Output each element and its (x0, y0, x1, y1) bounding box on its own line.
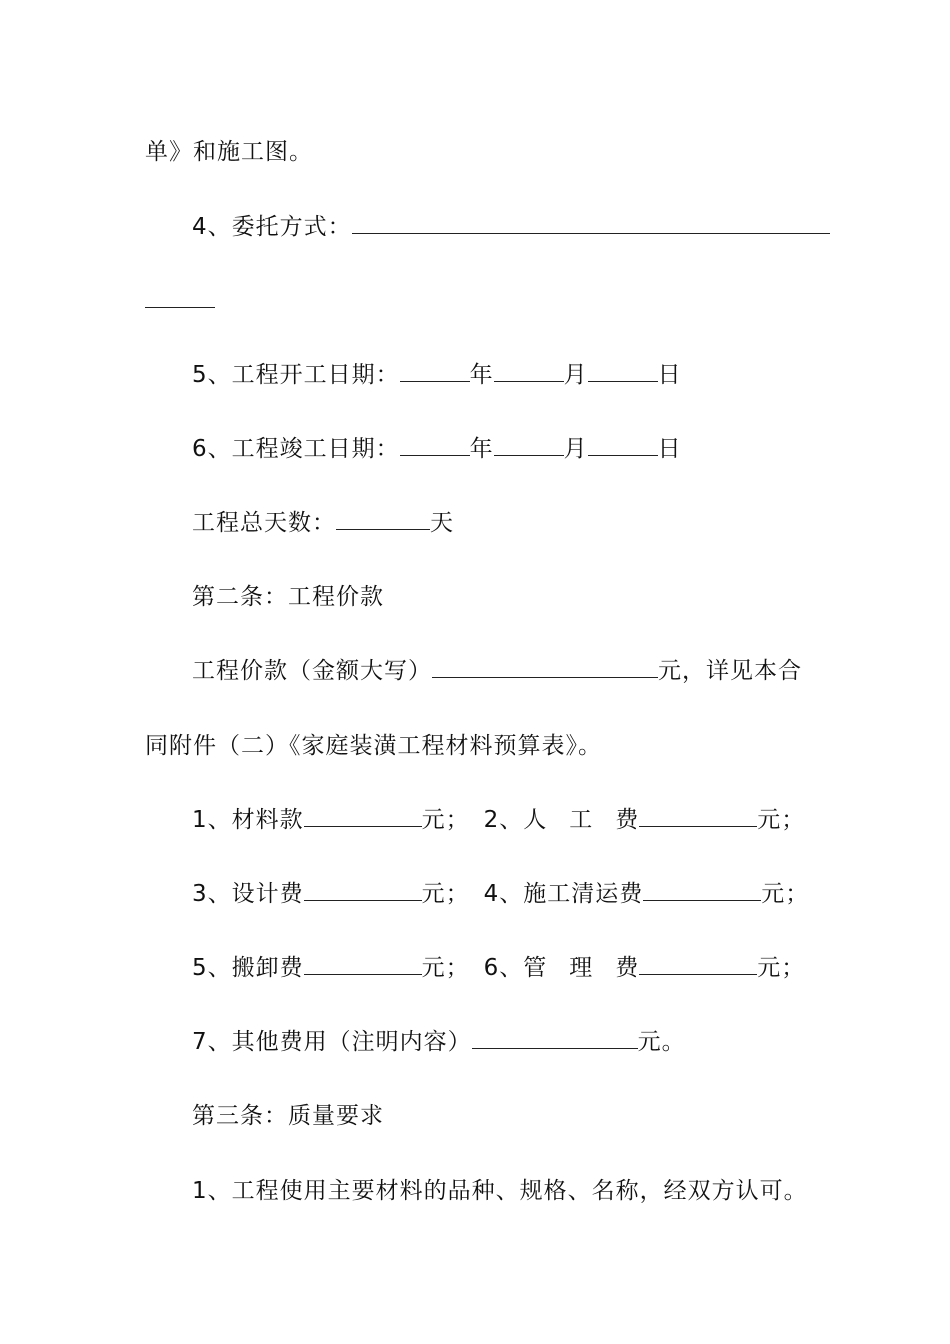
label: 6、管 (483, 955, 548, 981)
label: 费 (615, 955, 640, 981)
fill-blank[interactable] (304, 954, 422, 975)
label: 2、人 (483, 807, 548, 833)
fill-blank[interactable] (643, 880, 761, 901)
text-line-total-days (192, 508, 454, 538)
fill-blank[interactable] (639, 954, 757, 975)
label: 7、其他费用（注明内容） (192, 1029, 472, 1055)
unit: 元； (421, 807, 470, 833)
label: 理 (569, 955, 594, 981)
year-blank[interactable] (400, 435, 470, 456)
section-heading-article-2 (192, 582, 384, 612)
section-heading-article-3 (192, 1101, 384, 1131)
line-text: 单》和施工图。 (145, 139, 313, 165)
label: 1、材料款 (192, 807, 304, 833)
text-line-fees-1 (192, 805, 805, 835)
heading-text: 第二条：工程价款 (192, 584, 384, 610)
fill-blank[interactable] (304, 806, 422, 827)
label: 5、工程开工日期： (192, 362, 400, 388)
day-label: 日 (657, 362, 682, 388)
unit: 元； (757, 955, 806, 981)
unit: 元； (761, 881, 810, 907)
amount-blank[interactable] (432, 657, 658, 678)
month-label: 月 (563, 362, 588, 388)
text-line-1 (145, 137, 313, 167)
fill-blank[interactable] (639, 806, 757, 827)
label: 工 (569, 807, 594, 833)
text-line-fees-3 (192, 953, 805, 983)
label: 5、搬卸费 (192, 955, 304, 981)
label: 4、委托方式： (192, 214, 352, 240)
tail-text: 元。 (637, 1029, 686, 1055)
label: 6、工程竣工日期： (192, 436, 400, 462)
unit: 元； (421, 955, 470, 981)
days-unit: 天 (430, 510, 454, 536)
text-line-appendix (145, 731, 602, 761)
text-line-other-fees (192, 1027, 686, 1057)
text-line-completion-date (192, 434, 682, 464)
fill-blank[interactable] (145, 287, 215, 308)
label: 3、设计费 (192, 881, 304, 907)
text-line-fees-2 (192, 879, 809, 909)
line-text: 1、工程使用主要材料的品种、规格、名称，经双方认可。 (192, 1178, 808, 1204)
heading-text: 第三条：质量要求 (192, 1103, 384, 1129)
month-blank[interactable] (494, 361, 564, 382)
label: 费 (615, 807, 640, 833)
day-label: 日 (657, 436, 682, 462)
year-label: 年 (469, 436, 494, 462)
year-label: 年 (469, 362, 494, 388)
label: 工程价款（金额大写） (192, 658, 432, 684)
days-blank[interactable] (336, 509, 430, 530)
unit: 元； (421, 881, 470, 907)
month-label: 月 (563, 436, 588, 462)
text-line-price (192, 656, 802, 686)
fill-blank[interactable] (304, 880, 422, 901)
text-line-start-date (192, 360, 682, 390)
text-line-blank-continuation (145, 286, 215, 316)
unit: 元； (757, 807, 806, 833)
fill-blank[interactable] (352, 213, 830, 234)
label: 工程总天数： (192, 510, 336, 536)
tail-text: 元，详见本合 (658, 658, 802, 684)
label: 4、施工清运费 (483, 881, 644, 907)
line-text: 同附件（二）《家庭装潢工程材料预算表》。 (145, 733, 602, 759)
day-blank[interactable] (588, 361, 658, 382)
fill-blank[interactable] (472, 1028, 638, 1049)
month-blank[interactable] (494, 435, 564, 456)
year-blank[interactable] (400, 361, 470, 382)
text-line-materials (192, 1176, 808, 1206)
text-line-entrust-method (192, 212, 830, 242)
day-blank[interactable] (588, 435, 658, 456)
